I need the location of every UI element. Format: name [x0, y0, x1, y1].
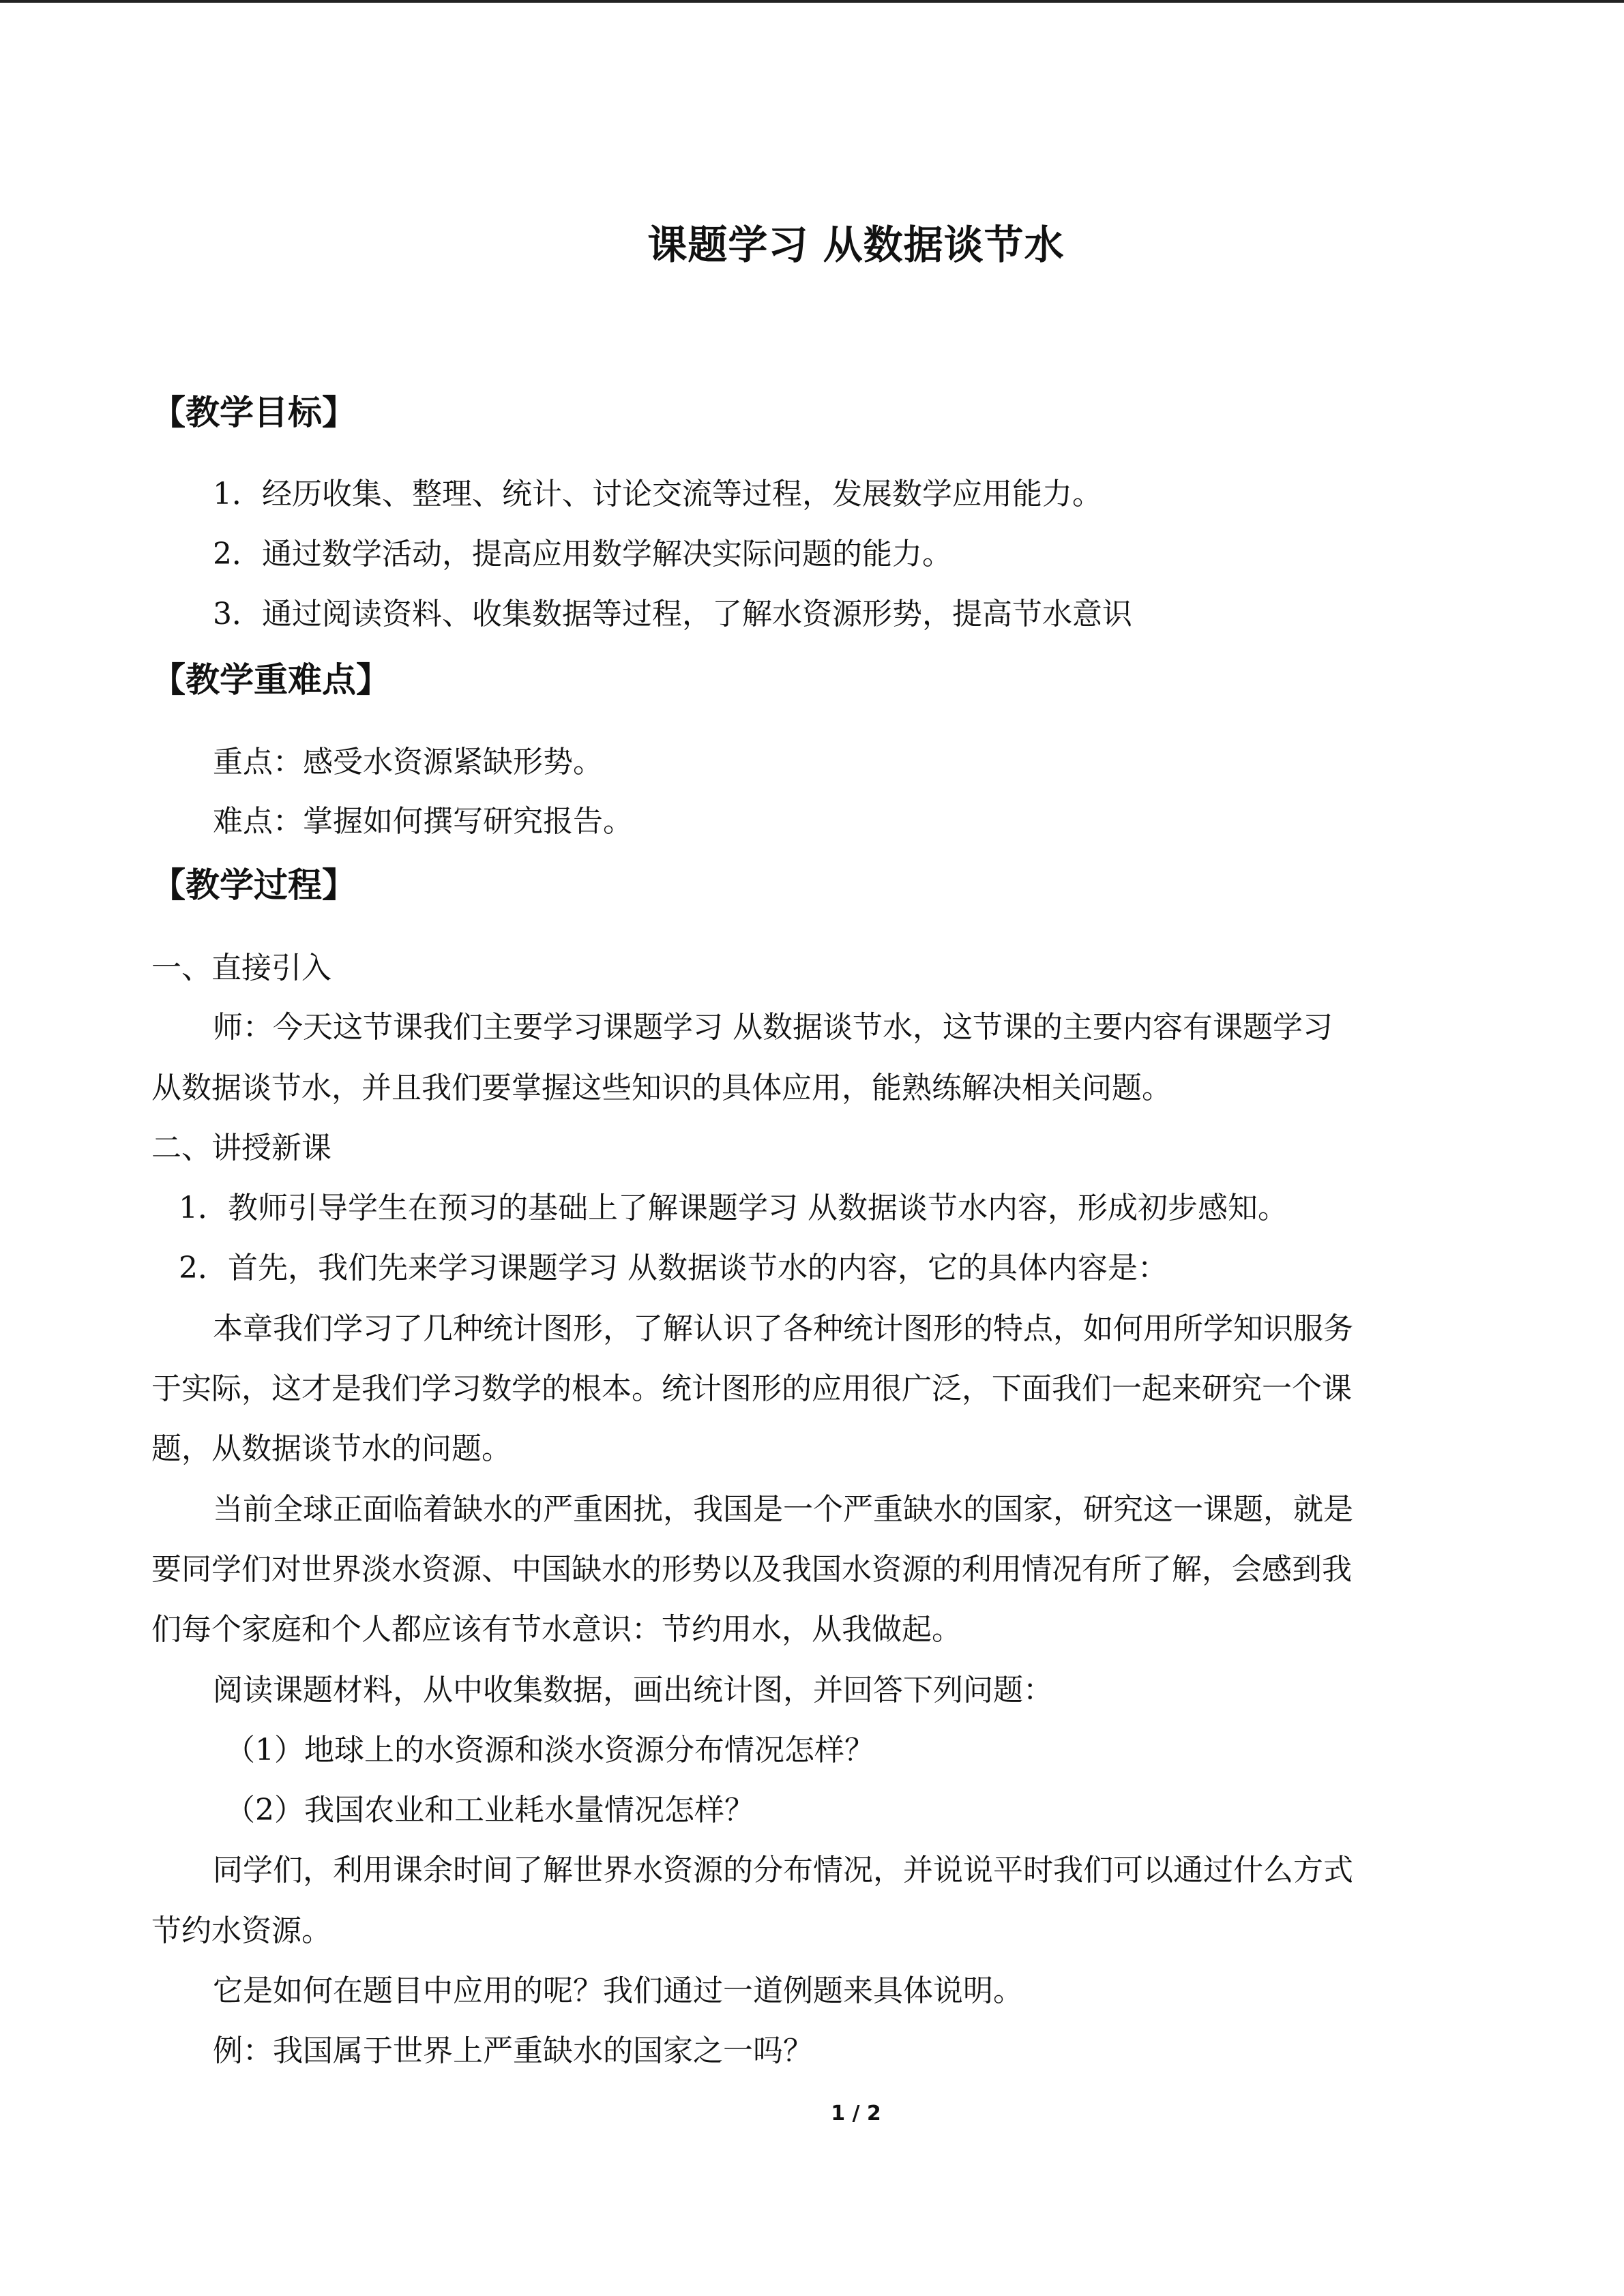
objective-item-1: 1．经历收集、整理、统计、讨论交流等过程，发展数学应用能力。 [213, 477, 1102, 511]
objective-item-3: 3．通过阅读资料、收集数据等过程，了解水资源形势，提高节水意识 [213, 597, 1132, 631]
para5: 它是如何在题目中应用的呢？我们通过一道例题来具体说明。 [213, 1973, 1023, 2008]
process-heading: 【教学过程】 [151, 865, 356, 905]
part2-title: 二、讲授新课 [151, 1131, 331, 1165]
part1-title: 一、直接引入 [151, 951, 331, 985]
para3: 阅读课题材料，从中收集数据，画出统计图，并回答下列问题： [213, 1673, 1053, 1708]
para2-line-3: 们每个家庭和个人都应该有节水意识：节约用水，从我做起。 [151, 1612, 962, 1647]
page-number: 1 / 2 [831, 2102, 881, 2126]
part1-line-1: 师：今天这节课我们主要学习课题学习 从数据谈节水，这节课的主要内容有课题学习 [213, 1010, 1333, 1045]
part1-line-2: 从数据谈节水，并且我们要掌握这些知识的具体应用，能熟练解决相关问题。 [151, 1071, 1172, 1105]
question-1: （1）地球上的水资源和淡水资源分布情况怎样？ [225, 1733, 874, 1768]
step-1: 1．教师引导学生在预习的基础上了解课题学习 从数据谈节水内容，形成初步感知。 [179, 1191, 1288, 1225]
objectives-heading: 【教学目标】 [151, 393, 356, 432]
difficult-point: 难点：掌握如何撰写研究报告。 [213, 804, 633, 839]
example: 例：我国属于世界上严重缺水的国家之一吗？ [213, 2033, 813, 2068]
para2-line-2: 要同学们对世界淡水资源、中国缺水的形势以及我国水资源的利用情况有所了解，会感到我 [151, 1552, 1352, 1587]
top-border [0, 0, 1624, 3]
key-point: 重点：感受水资源紧缺形势。 [213, 745, 603, 779]
question-2: （2）我国农业和工业耗水量情况怎样？ [225, 1793, 754, 1828]
para4-line-2: 节约水资源。 [151, 1913, 331, 1948]
para2-line-1: 当前全球正面临着缺水的严重困扰，我国是一个严重缺水的国家，研究这一课题，就是 [213, 1492, 1353, 1527]
para1-line-2: 于实际，这才是我们学习数学的根本。统计图形的应用很广泛，下面我们一起来研究一个课 [151, 1371, 1352, 1406]
key-points-heading: 【教学重难点】 [151, 660, 390, 700]
objective-item-2: 2．通过数学活动，提高应用数学解决实际问题的能力。 [213, 537, 952, 571]
para4-line-1: 同学们，利用课余时间了解世界水资源的分布情况，并说说平时我们可以通过什么方式 [213, 1853, 1353, 1888]
document-title: 课题学习 从数据谈节水 [647, 222, 1065, 268]
step-2: 2．首先，我们先来学习课题学习 从数据谈节水的内容，它的具体内容是： [179, 1251, 1168, 1285]
para1-line-3: 题，从数据谈节水的问题。 [151, 1431, 512, 1466]
para1-line-1: 本章我们学习了几种统计图形，了解认识了各种统计图形的特点，如何用所学知识服务 [213, 1311, 1353, 1346]
